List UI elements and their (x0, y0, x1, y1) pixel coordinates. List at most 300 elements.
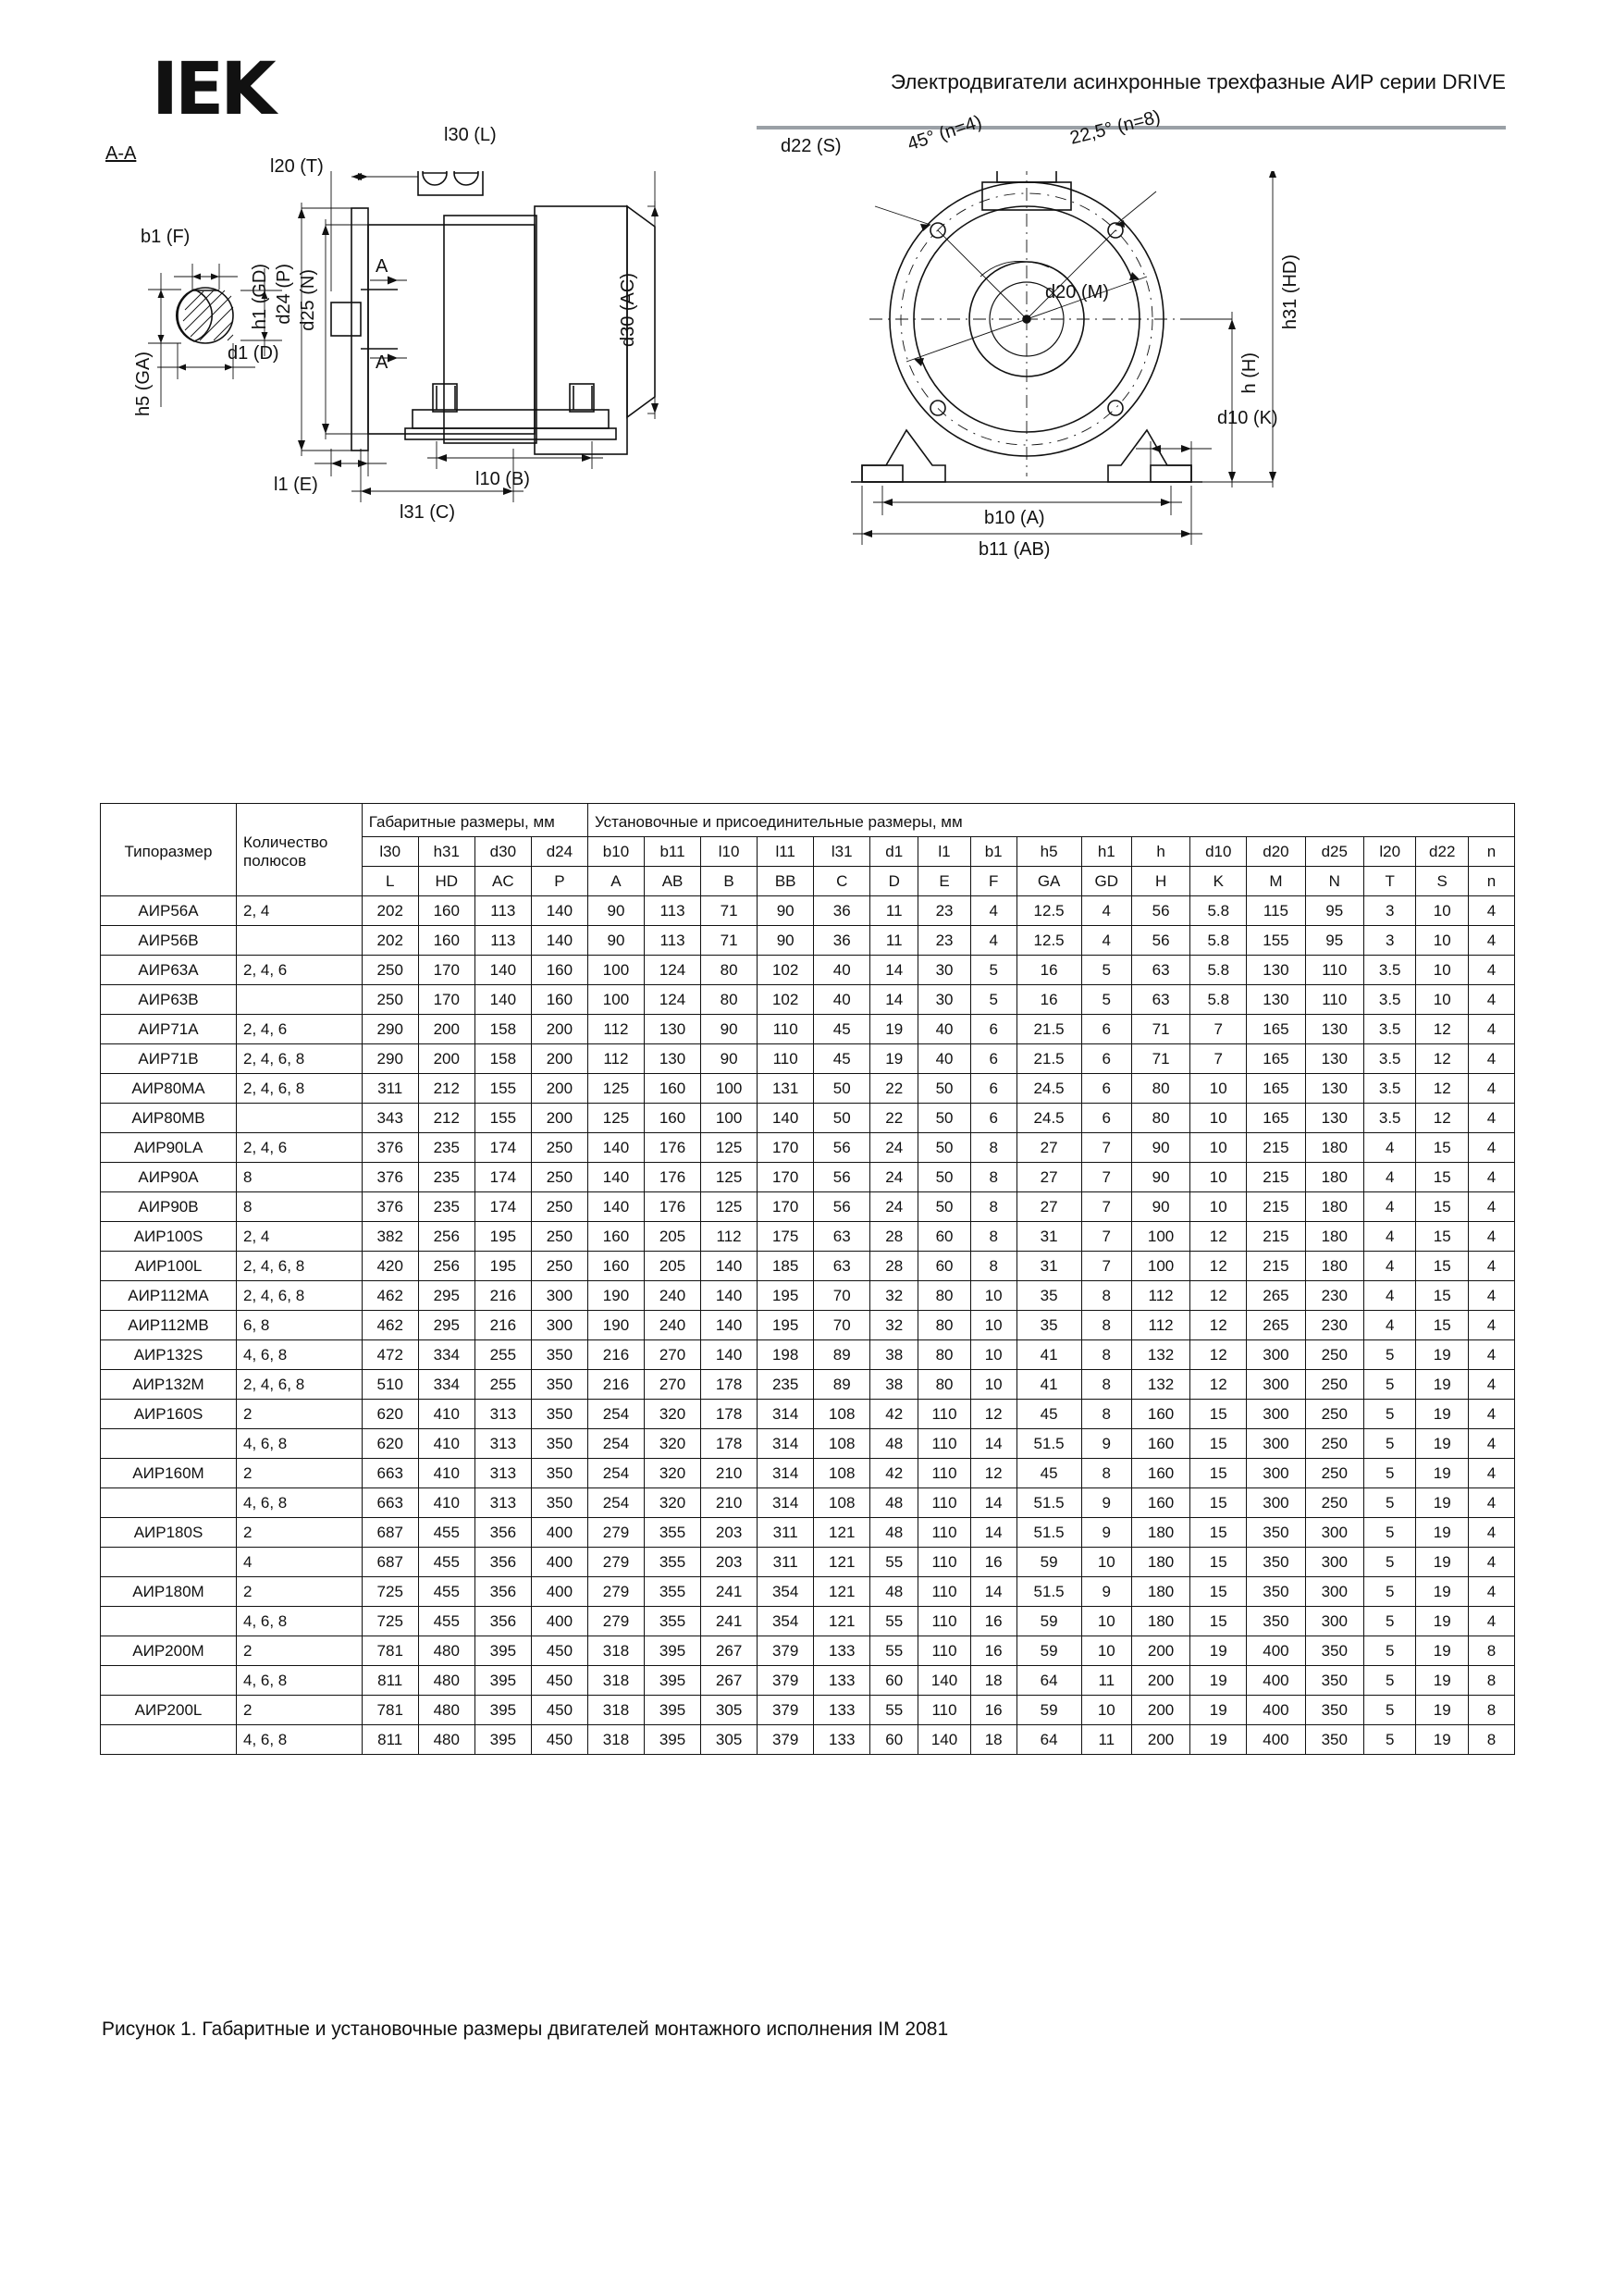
th-l31: l31 (814, 837, 870, 867)
cell-value: 5 (1081, 956, 1131, 985)
cell-value: 19 (1190, 1696, 1247, 1725)
cell-value: 8 (970, 1222, 1016, 1252)
cell-value: 687 (362, 1518, 418, 1548)
cell-value: 15 (1190, 1400, 1247, 1429)
cell-value: 400 (1247, 1696, 1305, 1725)
cell-value: 395 (645, 1636, 701, 1666)
cell-poles: 2 (237, 1636, 363, 1666)
cell-value: 250 (1305, 1459, 1363, 1488)
th-alias-n: n (1468, 867, 1514, 896)
th-b1: b1 (970, 837, 1016, 867)
cell-value: 112 (1131, 1311, 1189, 1340)
cell-value: 63 (814, 1252, 870, 1281)
cell-value: 4 (1468, 1311, 1514, 1340)
cell-value: 140 (587, 1192, 644, 1222)
cell-value: 395 (645, 1725, 701, 1755)
cell-poles (237, 985, 363, 1015)
cell-value: 4 (1468, 1518, 1514, 1548)
cell-value: 100 (587, 956, 644, 985)
cell-value: 480 (418, 1636, 474, 1666)
cell-value: 205 (645, 1222, 701, 1252)
cell-value: 125 (701, 1163, 758, 1192)
table-row (101, 1429, 1515, 1459)
cell-value: 313 (474, 1400, 531, 1429)
cell-value: 45 (814, 1044, 870, 1074)
cell-value: 90 (758, 926, 814, 956)
th-d10: d10 (1190, 837, 1247, 867)
cell-value: 5 (1363, 1696, 1416, 1725)
cell-value: 195 (758, 1281, 814, 1311)
cell-value: 90 (701, 1015, 758, 1044)
cell-value: 160 (587, 1252, 644, 1281)
cell-value: 462 (362, 1311, 418, 1340)
cell-value: 32 (870, 1311, 918, 1340)
cell-typesize: АИР90В (101, 1192, 237, 1222)
cell-value: 19 (1416, 1636, 1469, 1666)
table-row (101, 1044, 1515, 1074)
cell-value: 311 (362, 1074, 418, 1104)
cell-value: 23 (918, 926, 971, 956)
cell-value: 60 (918, 1252, 971, 1281)
cell-value: 130 (1247, 985, 1305, 1015)
cell-value: 132 (1131, 1370, 1189, 1400)
cell-poles: 4, 6, 8 (237, 1488, 363, 1518)
cell-value: 113 (474, 926, 531, 956)
cell-value: 12 (1416, 1104, 1469, 1133)
cell-value: 10 (1081, 1607, 1131, 1636)
cell-value: 90 (1131, 1133, 1189, 1163)
cell-value: 198 (758, 1340, 814, 1370)
cell-value: 4 (1363, 1281, 1416, 1311)
th-alias-T: T (1363, 867, 1416, 896)
cell-value: 250 (531, 1163, 587, 1192)
cell-value: 5 (1363, 1429, 1416, 1459)
cell-value: 100 (701, 1104, 758, 1133)
cell-value: 313 (474, 1488, 531, 1518)
cell-value: 4 (970, 896, 1016, 926)
label-section-aa: A-A (105, 143, 137, 164)
cell-value: 4 (1468, 896, 1514, 926)
cell-value: 620 (362, 1400, 418, 1429)
cell-value: 41 (1016, 1340, 1081, 1370)
label-h1-gd: h1 (GD) (250, 264, 270, 330)
cell-value: 5.8 (1190, 956, 1247, 985)
cell-value: 195 (474, 1252, 531, 1281)
cell-value: 6 (1081, 1015, 1131, 1044)
th-l30: l30 (362, 837, 418, 867)
cell-value: 170 (758, 1133, 814, 1163)
cell-value: 14 (970, 1518, 1016, 1548)
label-l1-e: l1 (E) (274, 475, 318, 495)
cell-value: 8 (970, 1133, 1016, 1163)
cell-value: 10 (1190, 1163, 1247, 1192)
cell-value: 350 (531, 1370, 587, 1400)
th-d20: d20 (1247, 837, 1305, 867)
cell-value: 200 (531, 1104, 587, 1133)
cell-value: 174 (474, 1192, 531, 1222)
cell-value: 472 (362, 1340, 418, 1370)
cell-value: 8 (970, 1163, 1016, 1192)
th-n: n (1468, 837, 1514, 867)
cell-value: 480 (418, 1696, 474, 1725)
table-body (101, 896, 1515, 1755)
th-poles: Количество полюсов (237, 804, 363, 896)
table-row (101, 1607, 1515, 1636)
cell-value: 12.5 (1016, 896, 1081, 926)
cell-value: 51.5 (1016, 1488, 1081, 1518)
cell-value: 5 (1363, 1488, 1416, 1518)
cell-value: 80 (918, 1281, 971, 1311)
cell-value: 400 (531, 1518, 587, 1548)
cell-value: 15 (1416, 1222, 1469, 1252)
cell-value: 51.5 (1016, 1577, 1081, 1607)
cell-value: 60 (918, 1222, 971, 1252)
cell-value: 110 (918, 1548, 971, 1577)
cell-value: 5 (1363, 1607, 1416, 1636)
cell-value: 95 (1305, 896, 1363, 926)
cell-value: 15 (1416, 1133, 1469, 1163)
cell-value: 395 (645, 1696, 701, 1725)
cell-value: 379 (758, 1636, 814, 1666)
cell-value: 300 (1247, 1488, 1305, 1518)
cell-value: 9 (1081, 1518, 1131, 1548)
cell-value: 50 (918, 1192, 971, 1222)
cell-value: 124 (645, 956, 701, 985)
cell-value: 19 (1416, 1725, 1469, 1755)
cell-value: 30 (918, 956, 971, 985)
cell-value: 455 (418, 1548, 474, 1577)
cell-value: 14 (970, 1429, 1016, 1459)
cell-value: 250 (531, 1192, 587, 1222)
label-d30-ac: d30 (AC) (618, 273, 638, 348)
cell-value: 811 (362, 1666, 418, 1696)
cell-value: 112 (587, 1015, 644, 1044)
cell-value: 455 (418, 1607, 474, 1636)
cell-value: 230 (1305, 1311, 1363, 1340)
cell-value: 4 (1468, 1252, 1514, 1281)
cell-value: 71 (1131, 1015, 1189, 1044)
label-h31-hd: h31 (HD) (1280, 254, 1300, 330)
label-d25-n: d25 (N) (298, 269, 318, 331)
label-b10-a: b10 (A) (984, 508, 1045, 528)
cell-value: 12 (1190, 1311, 1247, 1340)
cell-value: 4 (1468, 1015, 1514, 1044)
cell-value: 212 (418, 1074, 474, 1104)
cell-value: 350 (1305, 1636, 1363, 1666)
cell-value: 174 (474, 1133, 531, 1163)
table-row (101, 1311, 1515, 1340)
cell-value: 250 (1305, 1340, 1363, 1370)
cell-value: 300 (1305, 1518, 1363, 1548)
cell-value: 343 (362, 1104, 418, 1133)
cell-value: 320 (645, 1429, 701, 1459)
cell-value: 200 (1131, 1725, 1189, 1755)
cell-value: 113 (474, 896, 531, 926)
cell-value: 70 (814, 1311, 870, 1340)
cell-value: 354 (758, 1577, 814, 1607)
cell-poles: 2 (237, 1459, 363, 1488)
th-alias-BB: BB (758, 867, 814, 896)
cell-value: 24.5 (1016, 1104, 1081, 1133)
drawing-vector (92, 171, 1535, 772)
table-row (101, 1252, 1515, 1281)
cell-value: 4 (1363, 1133, 1416, 1163)
cell-value: 16 (970, 1696, 1016, 1725)
label-b1-f: b1 (F) (141, 227, 191, 247)
cell-value: 160 (418, 926, 474, 956)
cell-value: 41 (1016, 1370, 1081, 1400)
cell-value: 11 (1081, 1666, 1131, 1696)
table-row (101, 1192, 1515, 1222)
cell-value: 8 (1081, 1370, 1131, 1400)
cell-value: 355 (645, 1607, 701, 1636)
cell-value: 4 (1468, 1548, 1514, 1577)
cell-value: 178 (701, 1370, 758, 1400)
cell-typesize: АИР71В (101, 1044, 237, 1074)
cell-value: 140 (474, 956, 531, 985)
cell-value: 254 (587, 1488, 644, 1518)
cell-value: 113 (645, 896, 701, 926)
cell-value: 300 (1247, 1340, 1305, 1370)
cell-value: 4 (1081, 896, 1131, 926)
cell-value: 254 (587, 1429, 644, 1459)
cell-value: 725 (362, 1607, 418, 1636)
cell-value: 200 (1131, 1636, 1189, 1666)
cell-value: 110 (758, 1015, 814, 1044)
table-row (101, 1459, 1515, 1488)
cell-value: 4 (1468, 1222, 1514, 1252)
cell-value: 178 (701, 1429, 758, 1459)
cell-value: 28 (870, 1222, 918, 1252)
cell-value: 216 (474, 1281, 531, 1311)
cell-value: 354 (758, 1607, 814, 1636)
label-d10-k: d10 (K) (1217, 408, 1278, 428)
cell-value: 203 (701, 1518, 758, 1548)
dimensions-table-container (100, 803, 1515, 1755)
cell-value: 420 (362, 1252, 418, 1281)
cell-value: 15 (1416, 1281, 1469, 1311)
th-alias-D: D (870, 867, 918, 896)
cell-value: 45 (1016, 1400, 1081, 1429)
cell-value: 15 (1190, 1607, 1247, 1636)
cell-value: 140 (701, 1340, 758, 1370)
cell-value: 450 (531, 1666, 587, 1696)
cell-value: 45 (1016, 1459, 1081, 1488)
cell-value: 620 (362, 1429, 418, 1459)
cell-value: 155 (474, 1104, 531, 1133)
cell-value: 19 (870, 1015, 918, 1044)
cell-value: 356 (474, 1607, 531, 1636)
cell-value: 160 (418, 896, 474, 926)
cell-value: 60 (870, 1725, 918, 1755)
cell-value: 400 (531, 1607, 587, 1636)
cell-value: 195 (474, 1222, 531, 1252)
cell-value: 311 (758, 1548, 814, 1577)
cell-typesize (101, 1548, 237, 1577)
cell-poles: 2 (237, 1696, 363, 1725)
cell-poles: 2 (237, 1577, 363, 1607)
cell-value: 60 (870, 1666, 918, 1696)
cell-value: 63 (1131, 985, 1189, 1015)
cell-value: 4 (1363, 1192, 1416, 1222)
cell-value: 270 (645, 1340, 701, 1370)
cell-value: 4 (1363, 1222, 1416, 1252)
cell-value: 19 (1416, 1577, 1469, 1607)
cell-value: 19 (1190, 1725, 1247, 1755)
cell-value: 70 (814, 1281, 870, 1311)
cell-value: 180 (1131, 1577, 1189, 1607)
cell-value: 12 (970, 1400, 1016, 1429)
cell-value: 241 (701, 1607, 758, 1636)
cell-value: 7 (1081, 1163, 1131, 1192)
cell-typesize: АИР100S (101, 1222, 237, 1252)
cell-value: 300 (1247, 1459, 1305, 1488)
cell-value: 133 (814, 1636, 870, 1666)
cell-value: 5 (1081, 985, 1131, 1015)
cell-value: 200 (1131, 1696, 1189, 1725)
cell-value: 5.8 (1190, 985, 1247, 1015)
cell-typesize: АИР180S (101, 1518, 237, 1548)
cell-value: 355 (645, 1548, 701, 1577)
cell-value: 108 (814, 1459, 870, 1488)
cell-value: 110 (918, 1459, 971, 1488)
cell-value: 133 (814, 1725, 870, 1755)
cell-value: 216 (587, 1340, 644, 1370)
th-l1: l1 (918, 837, 971, 867)
cell-value: 90 (701, 1044, 758, 1074)
cell-value: 80 (701, 956, 758, 985)
cell-value: 355 (645, 1577, 701, 1607)
cell-value: 4 (1468, 1400, 1514, 1429)
cell-value: 15 (1416, 1252, 1469, 1281)
cell-value: 5.8 (1190, 926, 1247, 956)
cell-value: 250 (531, 1133, 587, 1163)
cell-poles: 8 (237, 1163, 363, 1192)
cell-value: 300 (1247, 1400, 1305, 1429)
cell-typesize: АИР56В (101, 926, 237, 956)
cell-value: 15 (1416, 1311, 1469, 1340)
cell-value: 102 (758, 956, 814, 985)
cell-value: 155 (474, 1074, 531, 1104)
cell-poles: 2, 4, 6, 8 (237, 1281, 363, 1311)
cell-value: 255 (474, 1370, 531, 1400)
cell-poles: 2, 4, 6 (237, 1015, 363, 1044)
cell-value: 15 (1190, 1548, 1247, 1577)
cell-typesize: АИР80МА (101, 1074, 237, 1104)
cell-value: 180 (1305, 1163, 1363, 1192)
cell-poles: 4, 6, 8 (237, 1725, 363, 1755)
th-alias-GD: GD (1081, 867, 1131, 896)
cell-value: 180 (1305, 1192, 1363, 1222)
cell-value: 4 (1468, 956, 1514, 985)
cell-value: 64 (1016, 1666, 1081, 1696)
th-b11: b11 (645, 837, 701, 867)
cell-typesize: АИР200L (101, 1696, 237, 1725)
cell-poles: 2 (237, 1518, 363, 1548)
cell-value: 781 (362, 1636, 418, 1666)
cell-value: 19 (1416, 1666, 1469, 1696)
cell-value: 6 (970, 1015, 1016, 1044)
cell-value: 11 (1081, 1725, 1131, 1755)
cell-value: 200 (418, 1044, 474, 1074)
th-alias-B: B (701, 867, 758, 896)
cell-value: 158 (474, 1044, 531, 1074)
cell-value: 279 (587, 1607, 644, 1636)
cell-value: 71 (701, 896, 758, 926)
cell-value: 19 (1416, 1370, 1469, 1400)
cell-value: 130 (645, 1015, 701, 1044)
cell-value: 22 (870, 1104, 918, 1133)
cell-value: 56 (1131, 926, 1189, 956)
label-l30-l: l30 (L) (444, 125, 497, 145)
cell-value: 320 (645, 1400, 701, 1429)
cell-value: 510 (362, 1370, 418, 1400)
th-h31: h31 (418, 837, 474, 867)
cell-value: 110 (758, 1044, 814, 1074)
cell-value: 64 (1016, 1725, 1081, 1755)
th-group-mount: Установочные и присоединительные размеры, мм (587, 804, 1514, 837)
label-d20-m: d20 (M) (1045, 282, 1109, 302)
cell-value: 108 (814, 1400, 870, 1429)
cell-value: 279 (587, 1518, 644, 1548)
cell-value: 180 (1131, 1607, 1189, 1636)
cell-value: 28 (870, 1252, 918, 1281)
cell-value: 19 (1416, 1400, 1469, 1429)
cell-value: 89 (814, 1370, 870, 1400)
cell-value: 160 (1131, 1429, 1189, 1459)
cell-value: 200 (531, 1015, 587, 1044)
cell-value: 36 (814, 896, 870, 926)
cell-value: 12 (1190, 1252, 1247, 1281)
cell-value: 9 (1081, 1577, 1131, 1607)
cell-value: 51.5 (1016, 1518, 1081, 1548)
th-alias-AC: AC (474, 867, 531, 896)
cell-value: 102 (758, 985, 814, 1015)
cell-value: 235 (418, 1163, 474, 1192)
cell-value: 350 (1305, 1696, 1363, 1725)
cell-value: 314 (758, 1488, 814, 1518)
cell-value: 112 (701, 1222, 758, 1252)
cell-value: 125 (701, 1133, 758, 1163)
cell-value: 15 (1190, 1518, 1247, 1548)
cell-value: 410 (418, 1488, 474, 1518)
cell-value: 241 (701, 1577, 758, 1607)
th-alias-L: L (362, 867, 418, 896)
cell-value: 108 (814, 1488, 870, 1518)
cell-value: 190 (587, 1281, 644, 1311)
cell-value: 300 (1305, 1548, 1363, 1577)
cell-value: 279 (587, 1548, 644, 1577)
cell-value: 14 (970, 1577, 1016, 1607)
cell-value: 350 (1247, 1548, 1305, 1577)
cell-typesize: АИР200М (101, 1636, 237, 1666)
cell-value: 300 (1247, 1370, 1305, 1400)
cell-value: 356 (474, 1548, 531, 1577)
cell-value: 12 (970, 1459, 1016, 1488)
cell-value: 350 (1305, 1725, 1363, 1755)
cell-value: 110 (918, 1400, 971, 1429)
cell-typesize: АИР90А (101, 1163, 237, 1192)
label-l31-c: l31 (C) (400, 502, 456, 523)
cell-poles: 4 (237, 1548, 363, 1577)
cell-value: 216 (587, 1370, 644, 1400)
cell-value: 334 (418, 1370, 474, 1400)
cell-value: 160 (645, 1074, 701, 1104)
cell-value: 140 (918, 1725, 971, 1755)
cell-value: 300 (1305, 1607, 1363, 1636)
cell-value: 178 (701, 1400, 758, 1429)
cell-value: 5 (970, 985, 1016, 1015)
